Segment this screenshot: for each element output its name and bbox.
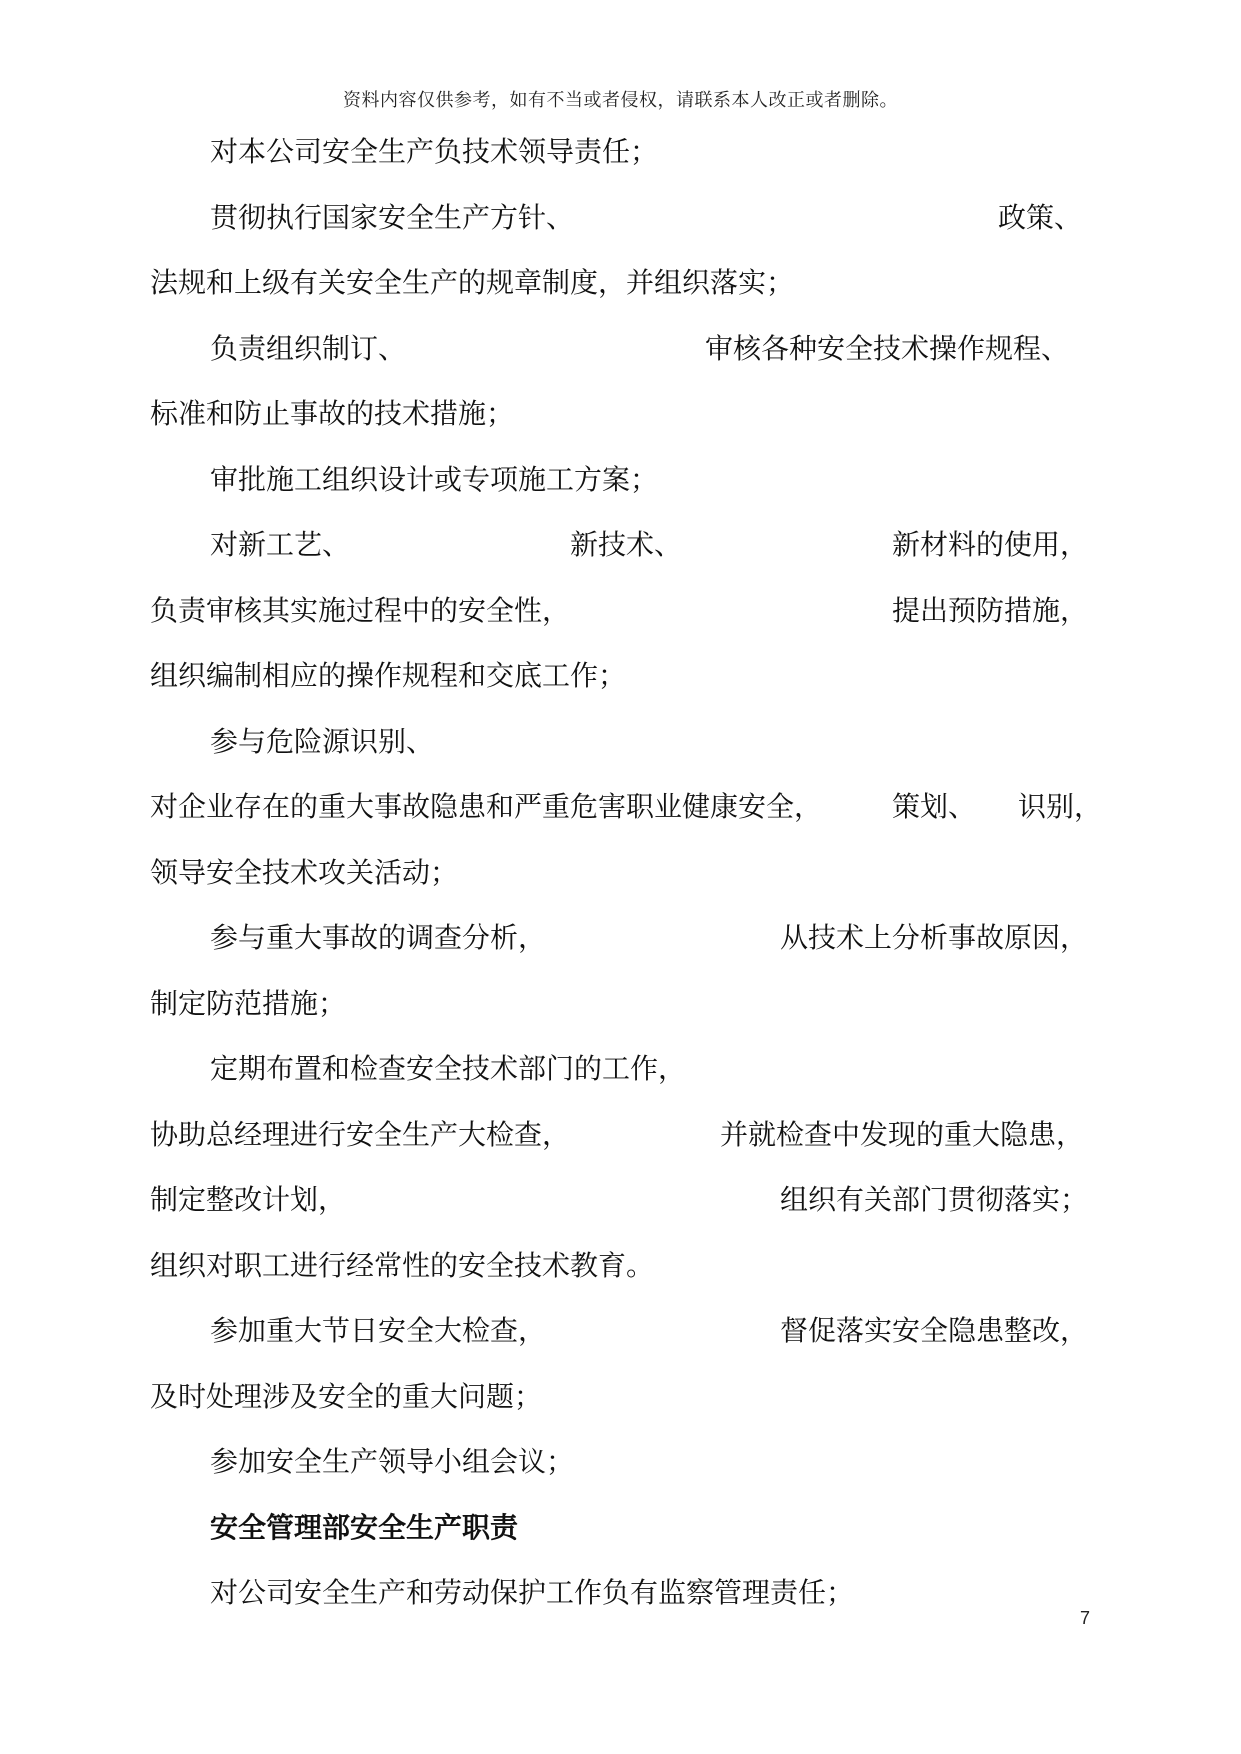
text-line xyxy=(150,1573,1091,1639)
text-segment: 从技术上分析事故原因， xyxy=(780,921,1089,954)
text-segment: 负责审核其实施过程中的安全性， xyxy=(150,593,571,627)
text-segment: 对新工艺、 xyxy=(210,528,351,561)
text-segment: 政策、 xyxy=(998,200,1083,234)
text-line xyxy=(150,460,1091,526)
text-line xyxy=(150,918,1091,984)
text-segment: 对本公司安全生产负技术领导责任； xyxy=(210,135,659,168)
text-segment: 并就检查中发现的重大隐患， xyxy=(720,1117,1085,1151)
text-line xyxy=(150,656,1091,722)
text-line xyxy=(150,525,1091,591)
text-line xyxy=(150,1311,1091,1377)
text-segment: 参加安全生产领导小组会议； xyxy=(210,1445,575,1478)
text-line xyxy=(150,984,1091,1050)
text-line xyxy=(150,591,1091,657)
page-number: 7 xyxy=(1080,1608,1091,1628)
text-line xyxy=(150,1115,1091,1181)
text-line xyxy=(150,1442,1091,1508)
text-line xyxy=(150,853,1091,919)
document-body xyxy=(150,132,1103,1639)
text-line xyxy=(150,329,1091,395)
text-segment: 标准和防止事故的技术措施； xyxy=(150,397,515,430)
text-line xyxy=(150,263,1091,329)
text-segment: 贯彻执行国家安全生产方针、 xyxy=(210,200,575,234)
text-line xyxy=(150,1246,1091,1312)
text-segment: 新材料的使用， xyxy=(892,528,1089,561)
text-segment: 参与重大事故的调查分析， xyxy=(210,921,547,954)
text-segment: 参加重大节日安全大检查， xyxy=(210,1314,547,1347)
text-segment: 负责组织制订、 xyxy=(210,331,407,365)
text-line xyxy=(150,1049,1091,1115)
text-line xyxy=(150,1377,1091,1443)
text-segment: 组织对职工进行经常性的安全技术教育。 xyxy=(150,1248,655,1282)
text-line xyxy=(150,132,1091,198)
text-segment: 制定防范措施； xyxy=(150,986,347,1020)
text-segment: 及时处理涉及安全的重大问题； xyxy=(150,1379,543,1413)
text-segment: 参与危险源识别、 xyxy=(210,724,435,758)
text-segment: 制定整改计划， xyxy=(150,1183,347,1216)
section-heading xyxy=(150,1508,1091,1574)
text-segment: 领导安全技术攻关活动； xyxy=(150,855,459,889)
text-line xyxy=(150,722,1091,788)
text-segment: 提出预防措施， xyxy=(892,593,1089,627)
text-line xyxy=(150,198,1091,264)
text-segment: 新技术、 xyxy=(570,528,683,561)
text-line xyxy=(150,787,1103,853)
text-segment: 组织编制相应的操作规程和交底工作； xyxy=(150,659,627,692)
text-segment: 识别， xyxy=(1018,790,1103,823)
text-segment: 审批施工组织设计或专项施工方案； xyxy=(210,462,659,496)
text-segment: 协助总经理进行安全生产大检查， xyxy=(150,1117,571,1151)
text-segment: 对企业存在的重大事故隐患和严重危害职业健康安全， xyxy=(150,790,823,823)
text-segment: 法规和上级有关安全生产的规章制度，并组织落实； xyxy=(150,266,795,299)
page-header-notice: 资料内容仅供参考，如有不当或者侵权，请联系本人改正或者删除。 xyxy=(343,90,898,111)
text-line xyxy=(150,1180,1091,1246)
text-segment: 组织有关部门贯彻落实； xyxy=(780,1183,1089,1216)
text-segment: 督促落实安全隐患整改， xyxy=(780,1314,1089,1347)
text-segment: 策划、 xyxy=(892,790,977,823)
text-line xyxy=(150,394,1091,460)
section-heading-text: 安全管理部安全生产职责 xyxy=(210,1510,519,1544)
text-segment: 审核各种安全技术操作规程、 xyxy=(705,331,1070,365)
text-segment: 定期布置和检查安全技术部门的工作， xyxy=(210,1052,687,1085)
text-segment: 对公司安全生产和劳动保护工作负有监察管理责任； xyxy=(210,1576,855,1609)
